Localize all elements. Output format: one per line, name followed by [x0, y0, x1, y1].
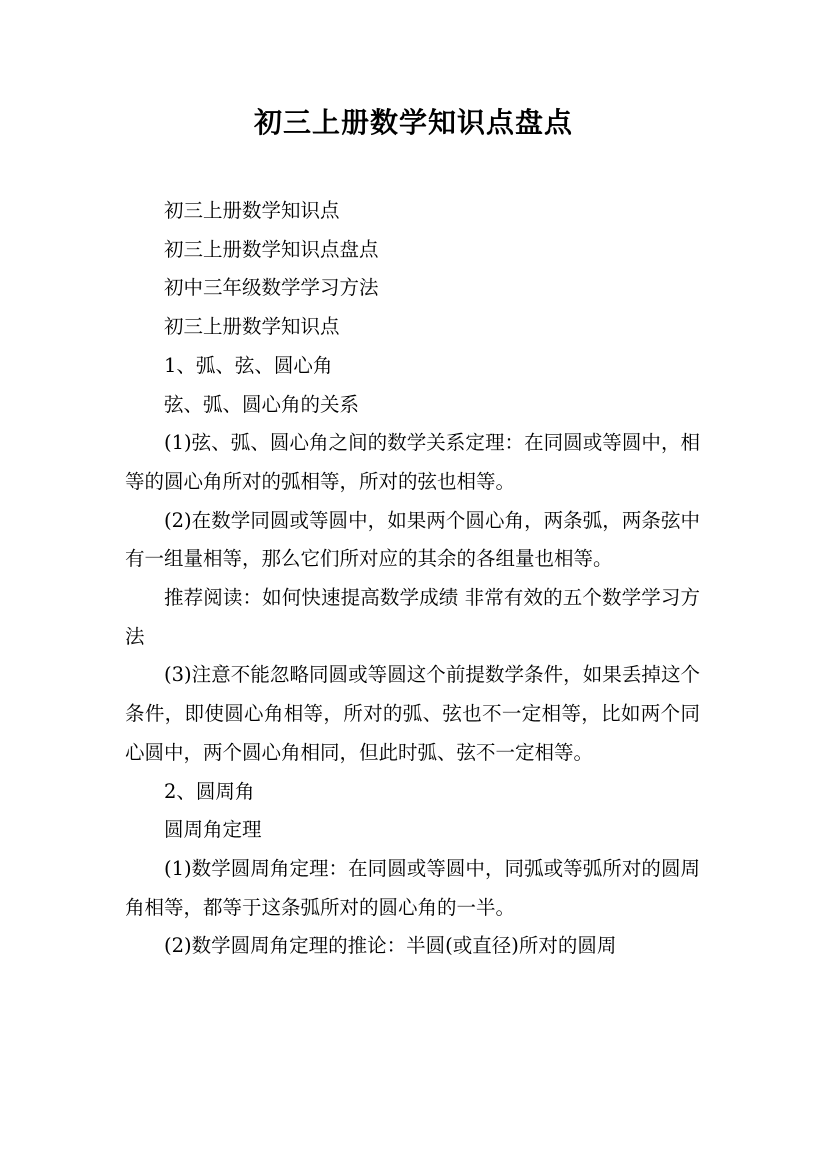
paragraph: (1)数学圆周角定理：在同圆或等圆中，同弧或等弧所对的圆周角相等，都等于这条弧所对的圆心角的一半。 — [125, 856, 700, 919]
paragraph: (3)注意不能忽略同圆或等圆这个前提数学条件，如果丢掉这个条件，即使圆心角相等，所对的弧、弦也不一定相等，比如两个同心圆中，两个圆心角相同，但此时弧、弦不一定相等。 — [125, 663, 700, 764]
document-title: 初三上册数学知识点盘点 — [253, 106, 573, 139]
recommended-reading: 推荐阅读：如何快速提高数学成绩 非常有效的五个数学学习方法 — [125, 586, 700, 648]
paragraph: (2)在数学同圆或等圆中，如果两个圆心角，两条弧，两条弦中有一组量相等，那么它们所对应的其余的各组量也相等。 — [125, 508, 700, 571]
paragraph: (2)数学圆周角定理的推论：半圆(或直径)所对的圆周 — [164, 934, 617, 958]
paragraph: 初三上册数学知识点 — [164, 199, 340, 222]
subsection-heading: 圆周角定理 — [164, 818, 262, 842]
paragraph: 初三上册数学知识点 — [164, 315, 340, 339]
paragraph: 初中三年级数学学习方法 — [164, 276, 379, 300]
section-heading: 1、弧、弦、圆心角 — [164, 353, 333, 377]
paragraph: 初三上册数学知识点盘点 — [164, 237, 379, 261]
document-body — [125, 192, 700, 966]
section-heading: 2、圆周角 — [164, 779, 255, 803]
subsection-heading: 弦、弧、圆心角的关系 — [164, 392, 360, 416]
paragraph: (1)弦、弧、圆心角之间的数学关系定理：在同圆或等圆中，相等的圆心角所对的弧相等，所对的弦也相等。 — [125, 431, 700, 493]
